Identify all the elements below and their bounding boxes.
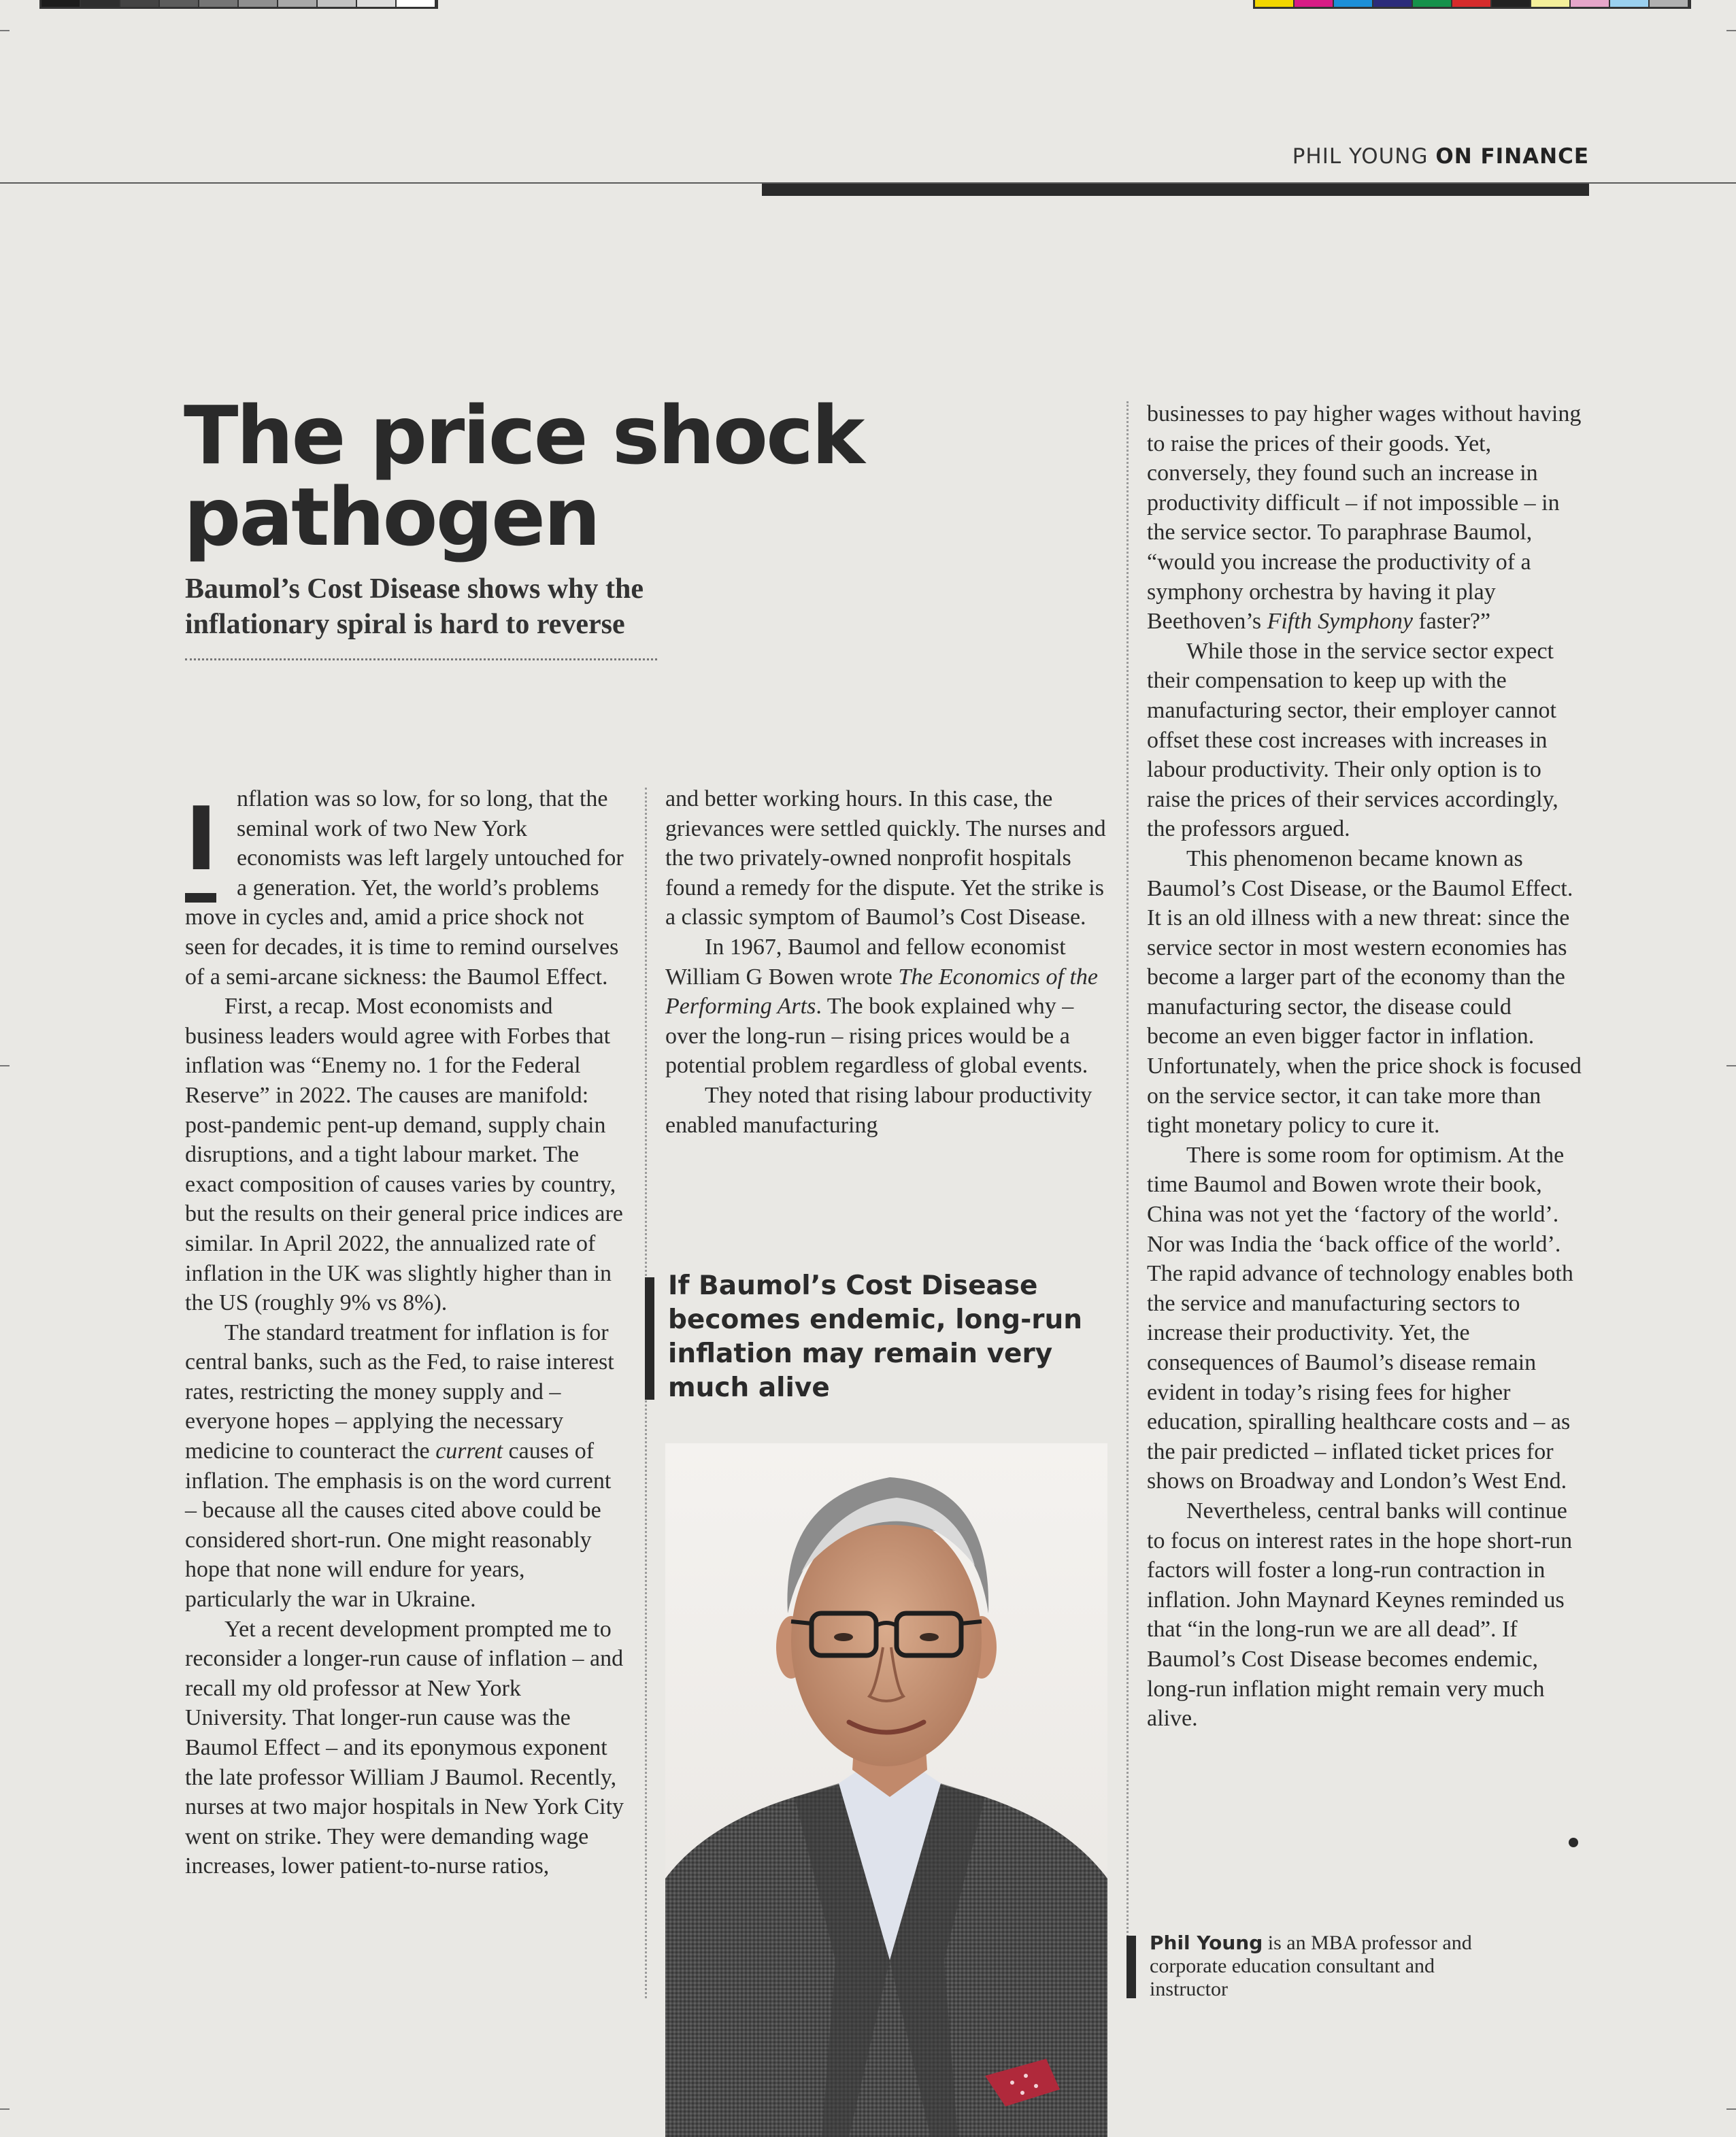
calibration-swatch	[1531, 0, 1571, 7]
article-column-2	[665, 784, 1107, 1140]
emphasis: current	[435, 1438, 503, 1464]
body-paragraph: The standard treatment for inflation is for central banks, such as the Fed, to raise interest rates, restricting the money supply and – everyone hopes – applying the necessary medicine to counteract the current causes of inflation. The emphasis is on the word current – because all the causes cited above could be considered short-run. One might reasonably hope that none will endure for years, particularly the war in Ukraine.	[185, 1319, 614, 1613]
calibration-swatch	[318, 0, 357, 7]
body-paragraph: First, a recap. Most economists and business leaders would agree with Forbes that inflation was “Enemy no. 1 for the Federal Reserve” in 2022. The causes are manifold: post-pandemic pent-up demand, supply chain disruptions, and a tight labour market. The exact composition of causes varies by country, but the results on their general price indices are similar. In April 2022, the annualized rate of inflation in the UK was slightly higher than in the US (roughly 9% vs 8%).	[185, 994, 623, 1316]
greyscale-calibration-bar	[39, 0, 438, 9]
calibration-swatch	[1255, 0, 1295, 7]
article-column-1	[185, 784, 627, 1881]
calibration-swatch	[397, 0, 436, 7]
crop-mark	[0, 2108, 10, 2110]
book-title: The Economics of the Performing Arts	[665, 964, 1099, 1020]
author-bio	[1150, 1932, 1490, 2001]
calibration-swatch	[1571, 0, 1610, 7]
body-paragraph: Nevertheless, central banks will continue to focus on interest rates in the hope short-run factors will foster a long-run contraction in inflation. John Maynard Keynes reminded us that “in the long-run we are all dead”. If Baumol’s Cost Disease becomes endemic, long-run inflation might remain very much alive.	[1147, 1498, 1573, 1732]
standfirst-rule	[185, 658, 657, 660]
section-header	[1272, 144, 1589, 169]
crop-mark	[1726, 2108, 1736, 2110]
calibration-swatch	[120, 0, 160, 7]
author-photo	[665, 1443, 1107, 2137]
header-bar	[762, 184, 1589, 196]
body-paragraph: They noted that rising labour productivity enabled manufacturing	[665, 1082, 1092, 1138]
emphasis: Fifth Symphony	[1267, 609, 1413, 635]
calibration-swatch	[1492, 0, 1531, 7]
body-paragraph: businesses to pay higher wages without having to raise the prices of their goods. Yet, conversely, they found such an increase in productivity difficult – if not impossible – in the service sector. To paraphrase Baumol, “would you increase the productivity of a symphony orchestra by having it play Beethoven’s Fifth Symphony faster?”	[1147, 401, 1582, 635]
calibration-swatch	[278, 0, 318, 7]
drop-cap: I	[185, 786, 234, 901]
calibration-swatch	[1413, 0, 1452, 7]
calibration-swatch	[1650, 0, 1689, 7]
body-paragraph: While those in the service sector expect their compensation to keep up with the manufacturing sector, their employer cannot offset these cost increases with increases in labour productivity. Their only option is to raise the prices of their services accordingly, the professors argued.	[1147, 638, 1558, 842]
calibration-swatch	[160, 0, 199, 7]
crop-mark	[0, 30, 10, 31]
crop-mark	[0, 1065, 10, 1066]
article-standfirst: Baumol’s Cost Disease shows why the inflationary spiral is hard to reverse	[185, 573, 644, 640]
body-paragraph: nflation was so low, for so long, that the seminal work of two New York economists was left largely untouched for a generation. Yet, the world’s problems move in cycles and, amid a price shock not seen for decades, it is time to remind ourselves of a semi-arcane sickness: the Baumol Effect.	[185, 786, 624, 990]
calibration-swatch	[1295, 0, 1334, 7]
calibration-swatch	[81, 0, 120, 7]
calibration-swatch	[1373, 0, 1413, 7]
body-paragraph: This phenomenon became known as Baumol’s Cost Disease, or the Baumol Effect. It is an old illness with a new threat: since the service sector in most western economies has become a larger part of the economy than the manufacturing sector, the disease could become an even bigger factor in inflation. Unfortunately, when the price shock is focused on the service sector, it can take more than tight monetary policy to cure it.	[1147, 845, 1582, 1139]
crop-mark	[1726, 30, 1736, 31]
calibration-swatch	[41, 0, 81, 7]
calibration-swatch	[1610, 0, 1650, 7]
bio-bar	[1126, 1936, 1136, 1998]
pull-quote: If Baumol’s Cost Disease becomes endemic, long-run inflation may remain very much alive	[668, 1271, 1083, 1403]
bio-text: is an MBA professor and corporate education consultant and instructor	[1150, 1932, 1472, 2000]
article-column-3	[1147, 399, 1589, 1734]
column-divider	[1126, 401, 1129, 1986]
body-paragraph: and better working hours. In this case, the grievances were settled quickly. The nurses and the two privately-owned nonprofit hospitals found a remedy for the dispute. Yet the strike is a classic symptom of Baumol’s Cost Disease.	[665, 786, 1106, 930]
bio-name: Phil Young	[1150, 1932, 1263, 1954]
calibration-swatch	[199, 0, 239, 7]
end-mark-icon	[1569, 1838, 1578, 1847]
article-title: The price shock pathogen	[184, 388, 863, 564]
calibration-swatch	[357, 0, 397, 7]
body-paragraph: There is some room for optimism. At the time Baumol and Bowen wrote their book, China was not yet the ‘factory of the world’. Nor was India the ‘back office of the world’. The rapid advance of technology enables both the service and manufacturing sectors to increase their productivity. Yet, the consequences of Baumol’s disease remain evident in today’s rising fees for higher education, spiralling healthcare costs and – as the pair predicted – inflated ticket prices for shows on Broadway and London’s West End.	[1147, 1142, 1573, 1494]
pullquote-bar	[645, 1277, 654, 1400]
crop-mark	[1726, 1065, 1736, 1066]
calibration-swatch	[1334, 0, 1373, 7]
body-paragraph: In 1967, Baumol and fellow economist William G Bowen wrote The Economics of the Performing Arts. The book explained why – over the long-run – rising prices would be a potential problem regardless of global events.	[665, 934, 1099, 1079]
header-author: PHIL YOUNG	[1292, 144, 1429, 169]
header-section: ON FINANCE	[1435, 144, 1589, 169]
drop-cap-underline	[185, 893, 216, 903]
body-paragraph: Yet a recent development prompted me to reconsider a longer-run cause of inflation – and recall my old professor at New York University. That longer-run cause was the Baumol Effect – and its eponymous exponent the late professor William J Baumol. Recently, nurses at two major hospitals in New York City went on strike. They were demanding wage increases, lower patient-to-nurse ratios,	[185, 1616, 624, 1879]
calibration-swatch	[1452, 0, 1492, 7]
color-calibration-bar	[1253, 0, 1691, 9]
calibration-swatch	[239, 0, 278, 7]
